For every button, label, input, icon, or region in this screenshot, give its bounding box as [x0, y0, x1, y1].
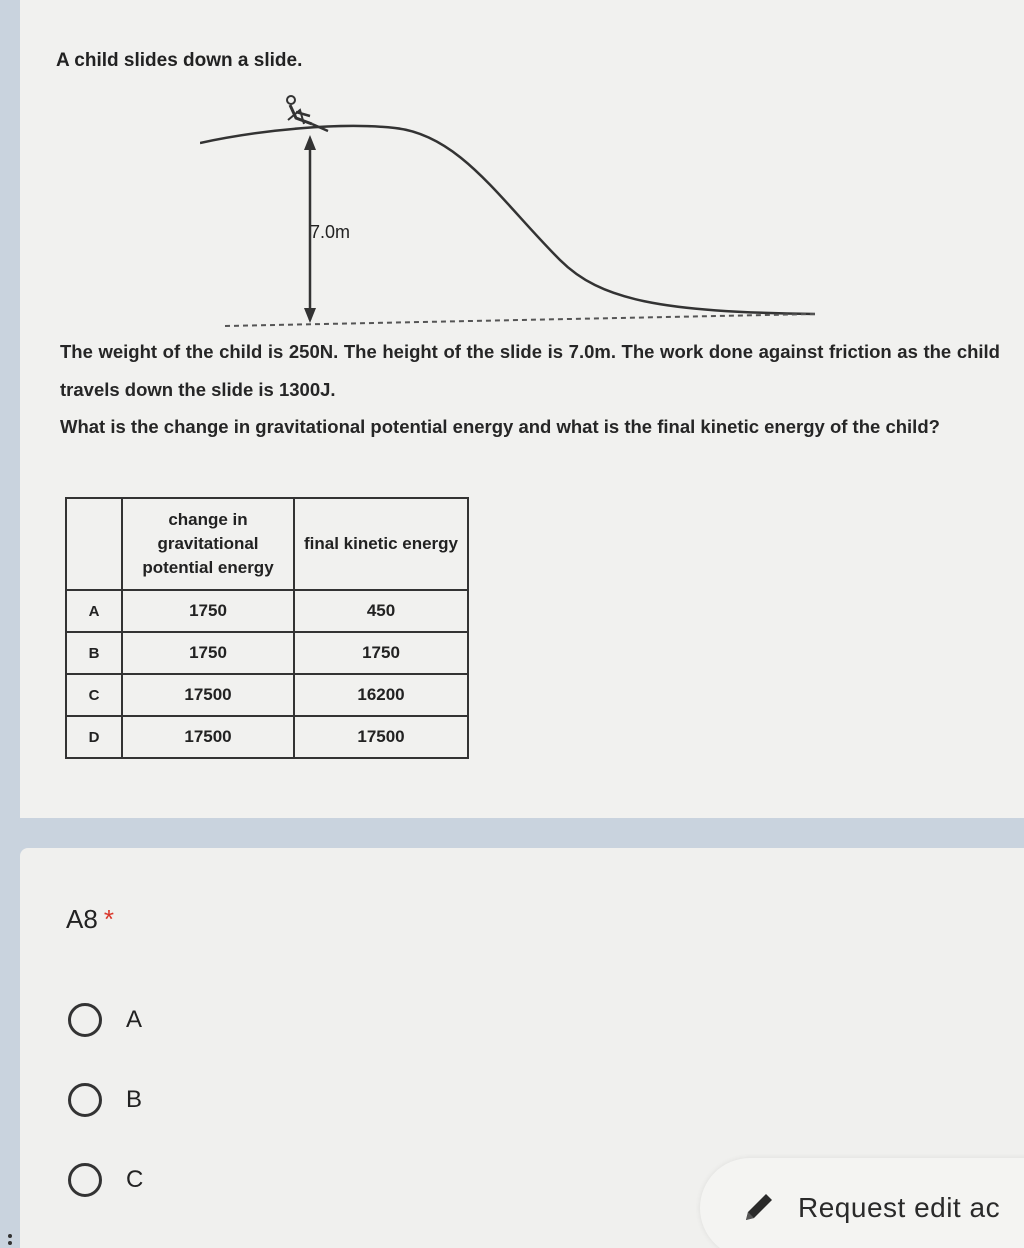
option-b-label: B: [126, 1086, 143, 1113]
row-letter: B: [66, 632, 122, 674]
table-header-row: [66, 498, 468, 590]
row-letter: A: [66, 590, 122, 632]
arrow-head-bottom: [304, 308, 316, 323]
option-c[interactable]: [68, 1160, 143, 1200]
question-paragraph-1: The weight of the child is 250N. The height of the slide is 7.0m. The work done against friction as the child travels down the slide is 1300J.: [60, 341, 1000, 400]
question-intro: A child slides down a slide.: [56, 50, 303, 71]
option-a-label: A: [126, 1006, 143, 1033]
question-number: [66, 904, 114, 935]
gpe-cell: 17500: [122, 716, 294, 758]
table-header-gpe: change in gravitational potential energy: [122, 498, 294, 590]
question-card: [20, 0, 1024, 818]
ground-line: [225, 314, 815, 326]
gpe-cell: 1750: [122, 632, 294, 674]
radio-button-c[interactable]: [68, 1163, 102, 1197]
answer-table: [65, 497, 469, 759]
question-number-label: A8: [66, 904, 98, 934]
ke-cell: 450: [294, 590, 468, 632]
required-asterisk: *: [103, 904, 114, 934]
radio-button-b[interactable]: [68, 1083, 102, 1117]
gpe-cell: 1750: [122, 590, 294, 632]
row-letter: D: [66, 716, 122, 758]
arrow-head-top: [304, 135, 316, 150]
gpe-cell: 17500: [122, 674, 294, 716]
option-c-label: C: [126, 1166, 144, 1193]
pencil-icon: [738, 1188, 778, 1228]
height-label: 7.0m: [310, 222, 351, 242]
option-a[interactable]: [68, 1000, 142, 1040]
request-edit-label: Request edit ac: [798, 1192, 1001, 1223]
ke-cell: 1750: [294, 632, 468, 674]
row-letter: C: [66, 674, 122, 716]
slide-curve: [200, 126, 815, 314]
radio-button-a[interactable]: [68, 1003, 102, 1037]
table-header-empty: [66, 498, 122, 590]
table-header-ke: final kinetic energy: [294, 498, 468, 590]
option-b[interactable]: [68, 1080, 142, 1120]
more-icon[interactable]: [6, 1232, 14, 1248]
ke-cell: 16200: [294, 674, 468, 716]
table-row: [66, 632, 468, 674]
request-edit-button[interactable]: [700, 1158, 1024, 1248]
slide-diagram: [200, 90, 840, 330]
question-paragraph-2: What is the change in gravitational potential energy and what is the final kinetic energy of the child?: [60, 416, 940, 437]
table-row: [66, 590, 468, 632]
table-row: [66, 674, 468, 716]
table-row: [66, 716, 468, 758]
ke-cell: 17500: [294, 716, 468, 758]
